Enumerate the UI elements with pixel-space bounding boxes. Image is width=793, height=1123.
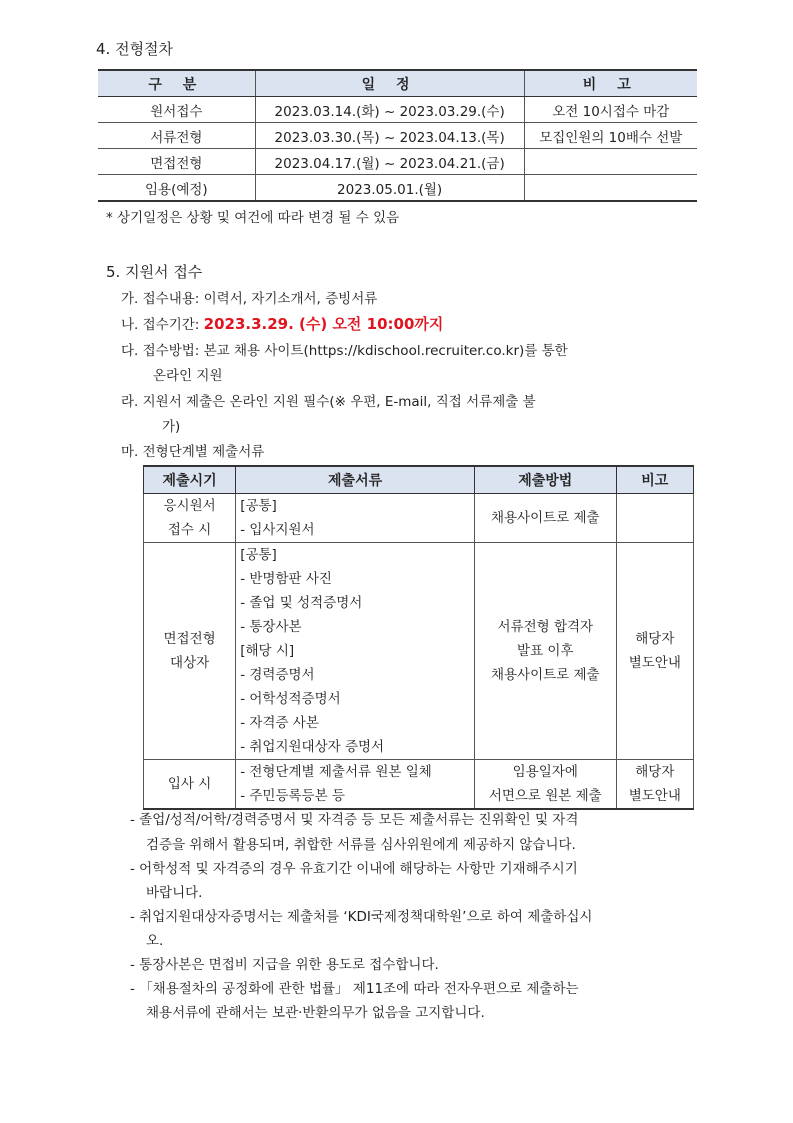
cell-schedule: 2023.03.30.(목) ~ 2023.04.13.(목) <box>255 123 524 149</box>
col-header-remark: 비 고 <box>524 70 697 97</box>
section-4-title: 4. 전형절차 <box>96 40 174 58</box>
method-line: 서류전형 합격자 <box>497 619 594 635</box>
cell-category: 서류전형 <box>98 123 255 149</box>
note-line: 별도안내 <box>628 655 681 671</box>
cell-note <box>616 543 693 760</box>
note-3-line1: - 취업지원대상자증명서는 제출처를 ‘KDI국제정책대학원’으로 하여 제출하십시 <box>130 909 593 925</box>
cell-category: 면접전형 <box>98 149 255 175</box>
cell-note <box>616 760 693 810</box>
doc-line: - 어학성적증명서 <box>240 691 341 707</box>
section-5-title: 5. 지원서 접수 <box>106 263 203 281</box>
schedule-header-row <box>98 70 697 97</box>
item-content: 가. 접수내용: 이력서, 자기소개서, 증빙서류 <box>121 291 378 307</box>
schedule-footnote: * 상기일정은 상황 및 여건에 따라 변경 될 수 있음 <box>106 210 400 226</box>
cell-method <box>474 543 616 760</box>
col-header-timing: 제출시기 <box>144 466 236 494</box>
cell-note <box>616 494 693 543</box>
table-row <box>98 149 697 175</box>
item-submission-line2: 가) <box>162 419 181 435</box>
doc-line: - 경력증명서 <box>240 667 315 683</box>
item-period-deadline: 2023.3.29. (수) 오전 10:00까지 <box>203 315 444 333</box>
table-row <box>144 543 694 760</box>
cell-remark <box>524 175 697 202</box>
note-1-line1: - 졸업/성적/어학/경력증명서 및 자격증 등 모든 제출서류는 진위확인 및 자격 <box>130 812 579 828</box>
method-line: 발표 이후 <box>517 643 574 659</box>
doc-line: [공통] <box>240 498 277 514</box>
doc-line: - 졸업 및 성적증명서 <box>240 595 363 611</box>
documents-table <box>143 465 694 810</box>
note-2-line1: - 어학성적 및 자격증의 경우 유효기간 이내에 해당하는 사항만 기재해주시기 <box>130 861 578 877</box>
col-header-method: 제출방법 <box>474 466 616 494</box>
doc-line: - 자격증 사본 <box>240 715 319 731</box>
table-row <box>98 97 697 123</box>
note-1-line2: 검증을 위해서 활용되며, 취합한 서류를 심사위원에게 제공하지 않습니다. <box>146 837 576 853</box>
note-3-line2: 오. <box>146 933 164 949</box>
cell-timing <box>144 494 236 543</box>
note-5-line2: 채용서류에 관해서는 보관·반환의무가 없음을 고지합니다. <box>146 1005 485 1021</box>
note-line: 해당자 <box>635 764 675 780</box>
col-header-category: 구 분 <box>98 70 255 97</box>
cell-timing-line: 접수 시 <box>167 522 212 538</box>
doc-line: - 반명함판 사진 <box>240 571 332 587</box>
item-method-line2: 온라인 지원 <box>153 368 223 384</box>
cell-documents <box>236 494 475 543</box>
cell-remark: 오전 10시접수 마감 <box>524 97 697 123</box>
table-row <box>144 494 694 543</box>
method-line: 서면으로 원본 제출 <box>488 788 602 804</box>
method-line: 임용일자에 <box>512 764 578 780</box>
doc-line: [해당 시] <box>240 643 295 659</box>
cell-remark: 모집인원의 10배수 선발 <box>524 123 697 149</box>
cell-method <box>474 760 616 810</box>
cell-method: 채용사이트로 제출 <box>474 494 616 543</box>
item-period <box>121 313 443 334</box>
cell-timing: 입사 시 <box>144 760 236 810</box>
table-row <box>144 760 694 810</box>
doc-line: - 취업지원대상자 증명서 <box>240 739 385 755</box>
note-5-line1: - 「채용절차의 공정화에 관한 법률」 제11조에 따라 전자우편으로 제출하는 <box>130 981 579 997</box>
cell-documents <box>236 760 475 810</box>
col-header-schedule: 일 정 <box>255 70 524 97</box>
cell-schedule: 2023.05.01.(월) <box>255 175 524 202</box>
doc-line: - 주민등록등본 등 <box>240 788 345 804</box>
cell-category: 원서접수 <box>98 97 255 123</box>
cell-schedule: 2023.04.17.(월) ~ 2023.04.21.(금) <box>255 149 524 175</box>
item-submission-line1: 라. 지원서 제출은 온라인 지원 필수(※ 우편, E-mail, 직접 서류제출 불 <box>121 394 536 410</box>
schedule-table <box>98 69 697 202</box>
method-line: 채용사이트로 제출 <box>490 667 600 683</box>
note-4: - 통장사본은 면접비 지급을 위한 용도로 접수합니다. <box>130 957 439 973</box>
cell-remark <box>524 149 697 175</box>
cell-timing <box>144 543 236 760</box>
cell-category: 임용(예정) <box>98 175 255 202</box>
doc-line: - 통장사본 <box>240 619 302 635</box>
doc-line: - 전형단계별 제출서류 원본 일체 <box>240 764 432 780</box>
item-period-label: 나. 접수기간: <box>121 317 204 333</box>
table-row <box>98 175 697 202</box>
col-header-note: 비고 <box>616 466 693 494</box>
doc-line: [공통] <box>240 547 277 563</box>
item-method-line1: 다. 접수방법: 본교 채용 사이트(https://kdischool.recruiter.co.kr)를 통한 <box>121 343 568 359</box>
cell-schedule: 2023.03.14.(화) ~ 2023.03.29.(수) <box>255 97 524 123</box>
table-row <box>98 123 697 149</box>
cell-timing-line: 응시원서 <box>163 498 216 514</box>
docs-header-row <box>144 466 694 494</box>
col-header-documents: 제출서류 <box>236 466 475 494</box>
doc-line: - 입사지원서 <box>240 522 315 538</box>
note-2-line2: 바랍니다. <box>146 885 203 901</box>
note-line: 해당자 <box>635 631 675 647</box>
item-docs-by-stage: 마. 전형단계별 제출서류 <box>121 444 265 460</box>
cell-timing-line: 면접전형 <box>163 631 216 647</box>
cell-timing-line: 대상자 <box>170 655 210 671</box>
note-line: 별도안내 <box>628 788 681 804</box>
cell-documents <box>236 543 475 760</box>
